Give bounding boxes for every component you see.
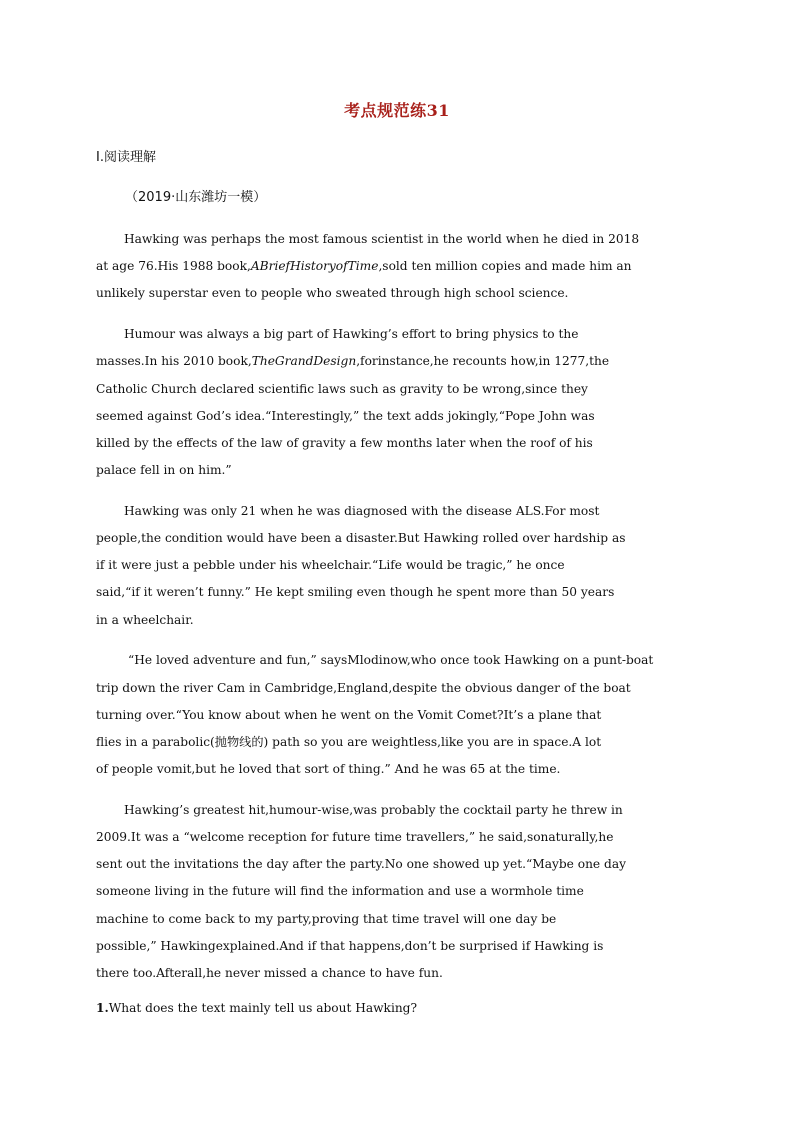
passage-line: there too.Afterall,he never missed a chance to have fun.	[96, 966, 443, 981]
passage-line: 2009.It was a “welcome reception for future time travellers,” he said,sonaturally,he	[96, 830, 614, 845]
page-title: 考点规范练31	[344, 101, 450, 120]
passage-line: Hawking was only 21 when he was diagnosed with the disease ALS.For most	[124, 503, 600, 518]
reading-passage	[96, 226, 696, 1001]
passage-line: trip down the river Cam in Cambridge,England,despite the obvious danger of the boat	[96, 680, 631, 695]
passage-paragraph	[96, 647, 696, 783]
passage-line: Humour was always a big part of Hawking’s effort to bring physics to the	[124, 327, 579, 342]
book-title: TheGrandDesign	[251, 354, 357, 369]
passage-line: sent out the invitations the day after the party.No one showed up yet.“Maybe one day	[96, 857, 626, 872]
question-text: What does the text mainly tell us about Hawking?	[108, 1001, 418, 1015]
passage-line: masses.In his 2010 book,TheGrandDesign,forinstance,he recounts how,in 1277,the	[96, 354, 610, 369]
passage-paragraph	[96, 226, 696, 308]
passage-line: Hawking was perhaps the most famous scientist in the world when he died in 2018	[124, 232, 640, 246]
passage-paragraph	[96, 498, 696, 634]
passage-line-text: at age 76.His 1988 book,ABriefHistoryofTime,sold ten million copies and made him an	[96, 259, 632, 274]
book-title: ABriefHistoryofTime	[250, 259, 379, 274]
passage-line: said,“if it weren’t funny.” He kept smiling even though he spent more than 50 years	[96, 585, 615, 600]
passage-paragraph	[96, 797, 696, 987]
question-number: 1.	[96, 1001, 109, 1015]
passage-line: palace fell in on him.”	[96, 463, 232, 478]
passage-line: in a wheelchair.	[96, 612, 194, 627]
passage-line	[96, 253, 696, 280]
passage-line: of people vomit,but he loved that sort of thing.” And he was 65 at the time.	[96, 762, 561, 777]
passage-line: if it were just a pebble under his wheelchair.“Life would be tragic,” he once	[96, 558, 565, 573]
passage-line: killed by the effects of the law of gravity a few months later when the roof of his	[96, 435, 593, 450]
passage-paragraph	[96, 321, 696, 484]
passage-line: flies in a parabolic(抛物线的) path so you are weightless,like you are in space.A lot	[96, 734, 602, 749]
passage-line: someone living in the future will find the information and use a wormhole time	[96, 884, 584, 899]
passage-line: seemed against God’s idea.“Interestingly,” the text adds jokingly,“Pope John was	[96, 408, 595, 423]
section-heading: Ⅰ.阅读理解	[96, 150, 156, 165]
passage-line: “He loved adventure and fun,” saysMlodinow,who once took Hawking on a punt-boat	[128, 653, 654, 668]
question-1	[96, 1001, 417, 1015]
passage-line: Hawking’s greatest hit,humour-wise,was probably the cocktail party he threw in	[124, 802, 623, 817]
passage-line: unlikely superstar even to people who sweated through high school science.	[96, 286, 569, 301]
passage-line: people,the condition would have been a disaster.But Hawking rolled over hardship as	[96, 531, 626, 546]
passage-line: possible,” Hawkingexplained.And if that happens,don’t be surprised if Hawking is	[96, 938, 604, 953]
passage-line: machine to come back to my party,proving that time travel will one day be	[96, 911, 557, 926]
passage-line: Catholic Church declared scientific laws such as gravity to be wrong,since they	[96, 381, 588, 396]
passage-line: turning over.“You know about when he went on the Vomit Comet?It’s a plane that	[96, 707, 602, 722]
source-note: （2019·山东潍坊一模）	[125, 190, 267, 205]
